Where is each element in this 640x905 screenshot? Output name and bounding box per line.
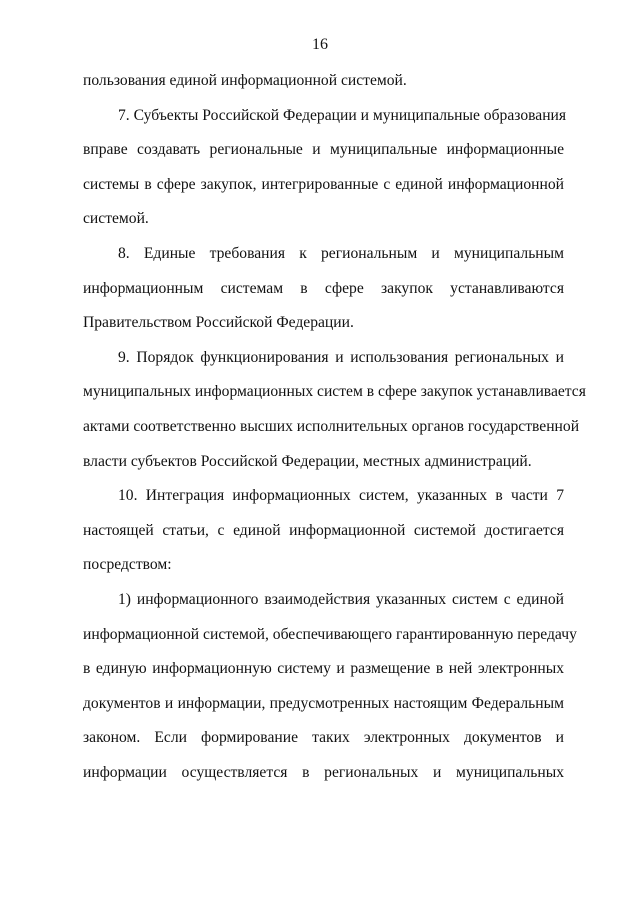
- paragraph-1-line: пользования единой информационной системой.: [83, 72, 407, 89]
- paragraph-2-line: вправе создавать региональные и муниципальные информационные: [83, 141, 564, 159]
- paragraph-6-line: в единую информационную систему и размещение в ней электронных: [83, 660, 564, 678]
- paragraph-6-line: информации осуществляется в региональных и муниципальных: [83, 763, 564, 781]
- paragraph-5-line: 10. Интеграция информационных систем, указанных в части 7: [118, 487, 564, 505]
- paragraph-2-line: системы в сфере закупок, интегрированные с единой информационной: [83, 175, 564, 193]
- paragraph-6-line: законом. Если формирование таких электронных документов и: [83, 729, 564, 747]
- paragraph-2-line: системой.: [83, 210, 149, 228]
- paragraph-6-line: документов и информации, предусмотренных настоящим Федеральным: [83, 694, 564, 712]
- paragraph-4-line: муниципальных информационных систем в сфере закупок устанавливается: [83, 383, 586, 401]
- paragraph-3-line: 8. Единые требования к региональным и муниципальным: [118, 244, 564, 262]
- paragraph-6-line: информационной системой, обеспечивающего гарантированную передачу: [83, 625, 577, 643]
- page-number: 16: [312, 36, 328, 53]
- document-body: [83, 64, 586, 790]
- paragraph-4-line: актами соответственно высших исполнительных органов государственной: [83, 417, 580, 435]
- paragraph-3-line: Правительством Российской Федерации.: [83, 314, 354, 332]
- paragraph-4-line: 9. Порядок функционирования и использования региональных и: [118, 348, 564, 366]
- paragraph-5-line: настоящей статьи, с единой информационной системой достигается: [83, 521, 564, 539]
- paragraph-5-line: посредством:: [83, 556, 172, 574]
- paragraph-6-line: 1) информационного взаимодействия указанных систем с единой: [118, 590, 564, 608]
- paragraph-2-line: 7. Субъекты Российской Федерации и муниципальные образования: [118, 106, 567, 124]
- paragraph-3-line: информационным системам в сфере закупок устанавливаются: [83, 279, 564, 297]
- paragraph-4-line: власти субъектов Российской Федерации, местных администраций.: [83, 452, 532, 470]
